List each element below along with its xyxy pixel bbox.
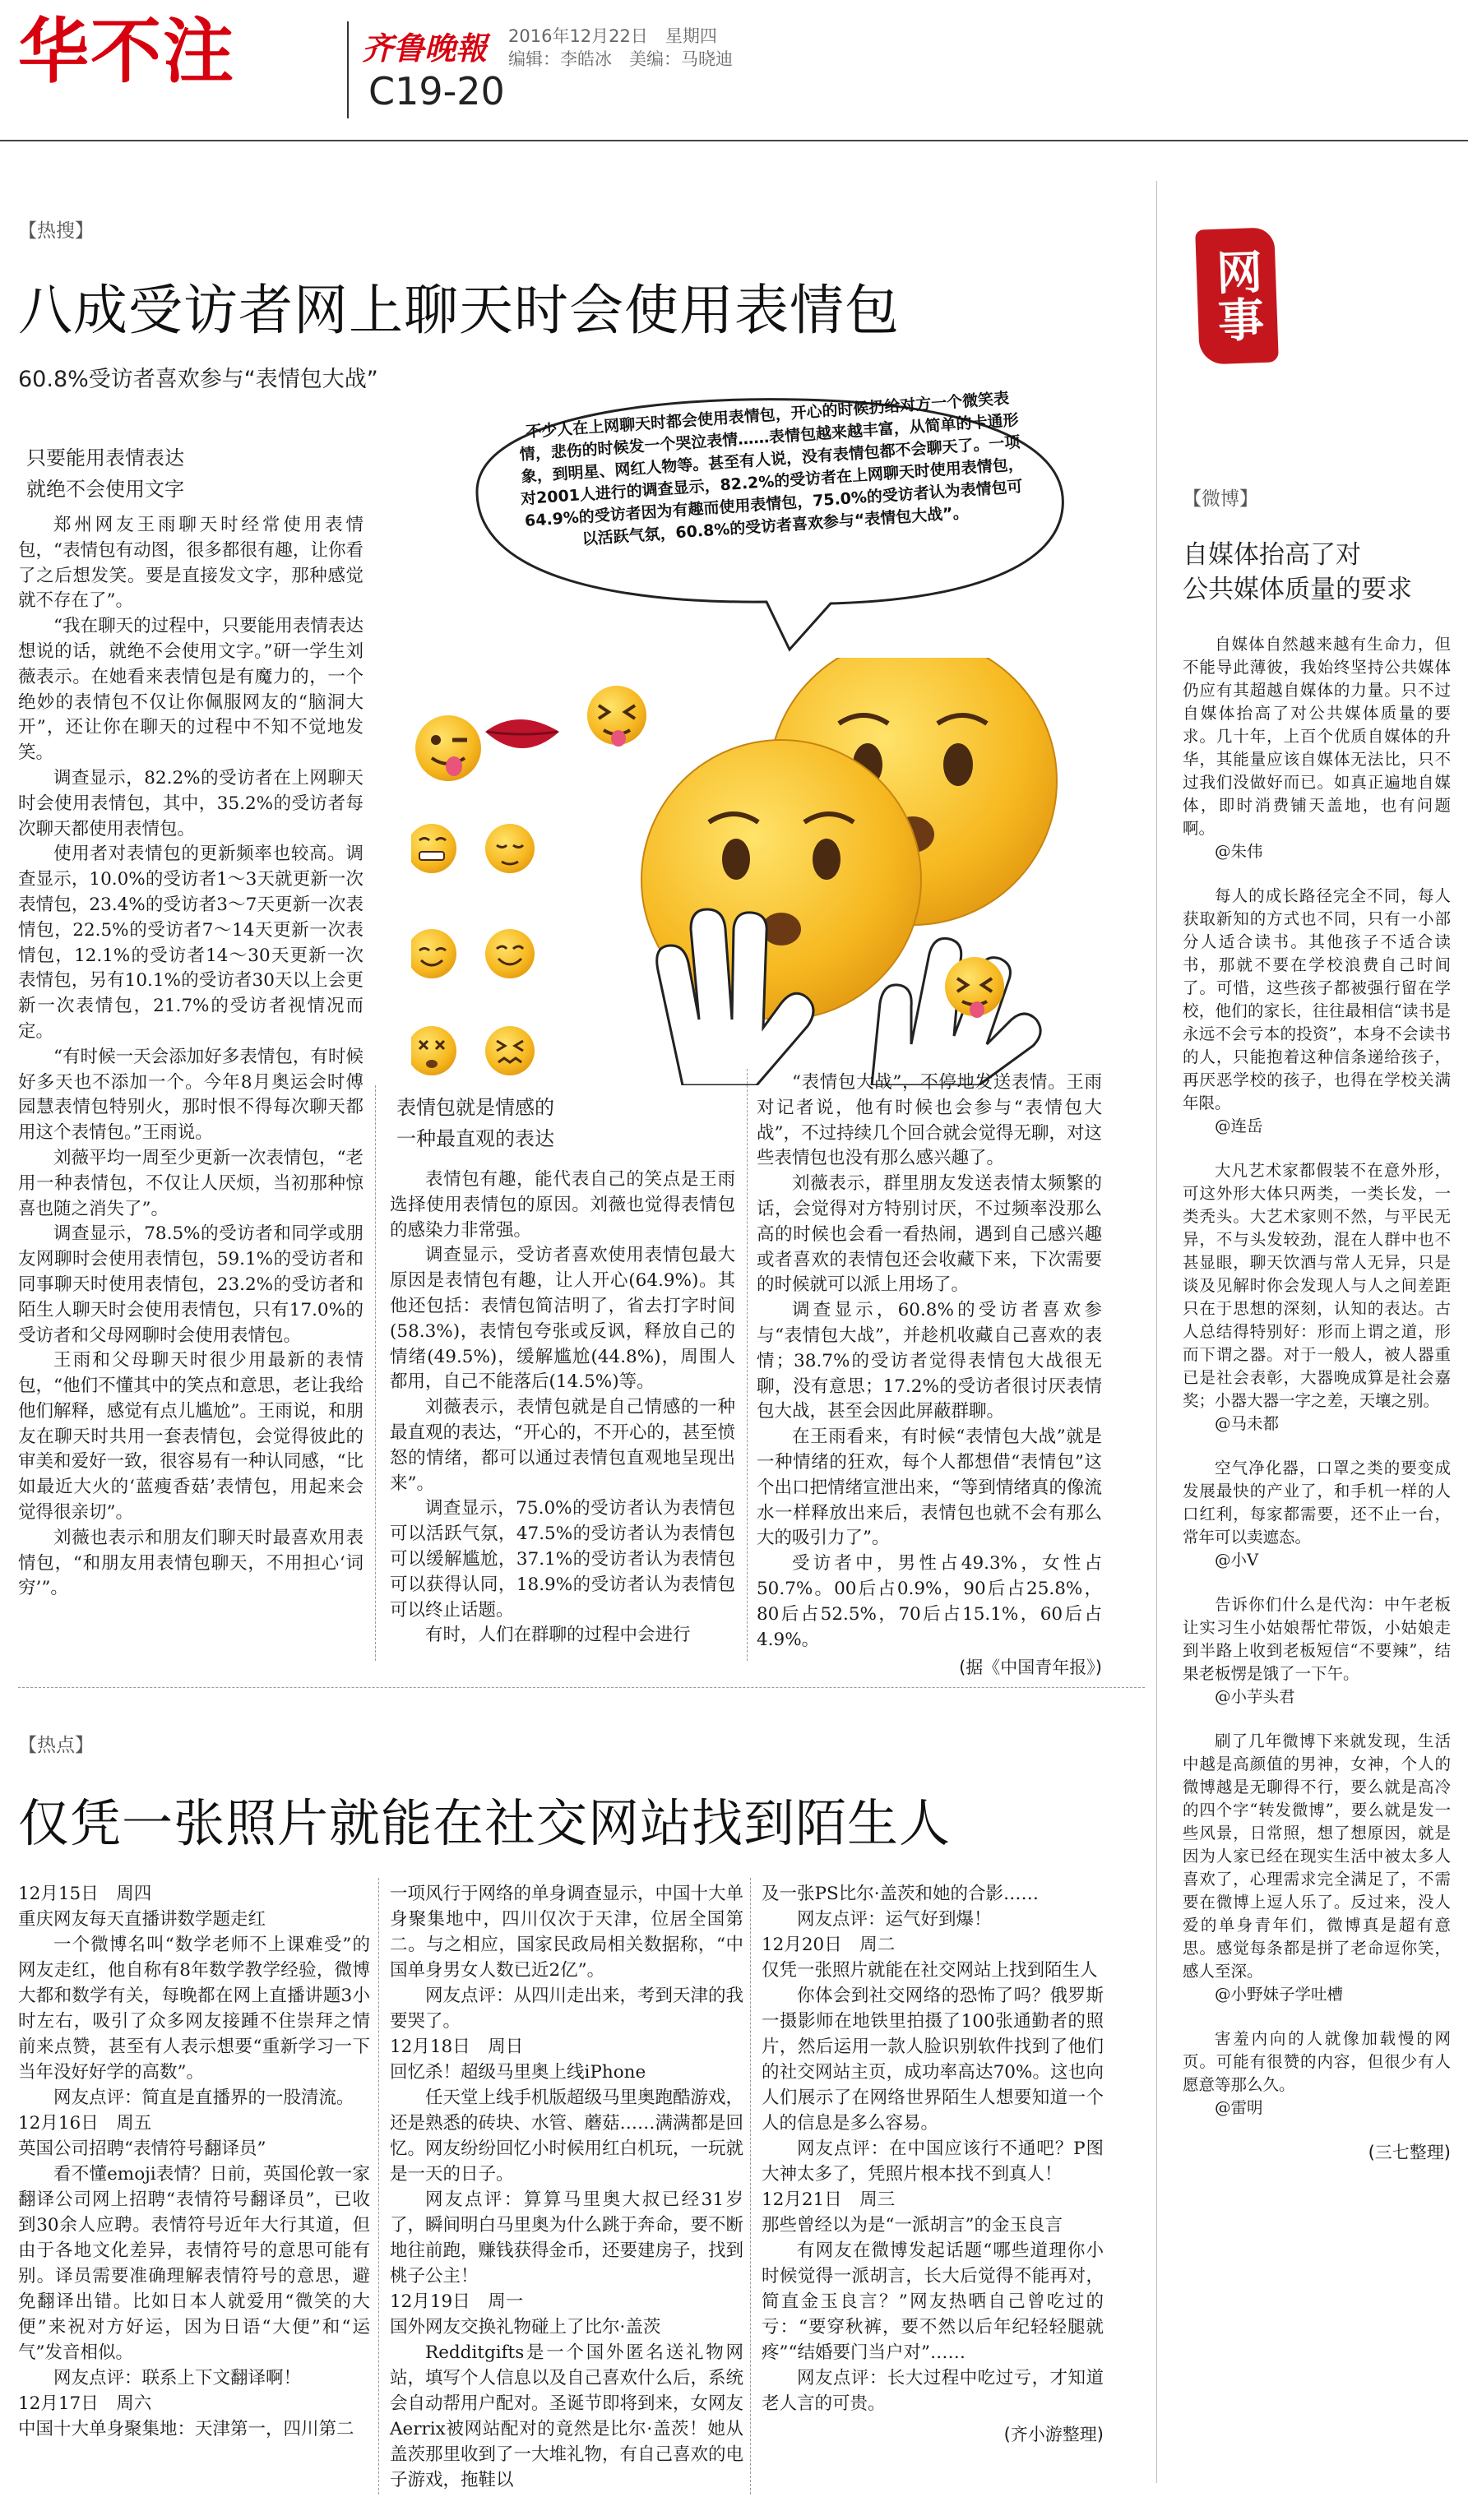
weibo-post [1183,1457,1451,1572]
source-credit: (齐小游整理) [1003,2425,1104,2444]
weibo-post [1183,633,1451,863]
article1-col1-body [18,513,364,1602]
issue-date: 2016年12月22日 星期四 [508,26,717,46]
paragraph: 仅凭一张照片就能在社交网站上找到陌生人 [762,1960,1098,1981]
sidebar-section-tag: 【微博】 [1183,488,1258,510]
paragraph: 调查显示，75.0%的受访者认为表情包可以活跃气氛，47.5%的受访者认为表情包可以缓解尴尬，37.1%的受访者认为表情包可以获得认同，18.9%的受访者认为表情包可以终止话题。 [390,1498,735,1621]
post-author: @连岳 [1215,1117,1263,1135]
paragraph: 一项风行于网络的单身调查显示，中国十大单身聚集地中，四川仅次于天津，位居全国第二。与之相应，国家民政局相关数据称，“中国单身男女人数已近2亿”。 [390,1884,744,1981]
paragraph: 有网友在微博发起话题“哪些道理你小时候觉得一派胡言，长大后觉得不能再对，简直金玉良言？”网友热晒自己曾吃过的亏：“要穿秋裤，要不然以后年纪轻轻腿就疼”“结婚要门当户对”…… [762,2240,1104,2363]
weibo-post [1183,1730,1451,2006]
paragraph: 网友点评：联系上下文翻译啊！ [53,2368,302,2388]
squint-tongue-emoji [587,686,646,747]
article2-col1 [18,1881,370,2442]
paragraph: 刘薇表示，表情包就是自己情感的一种最直观的表达，“开心的，不开心的，甚至愤怒的情绪，都可以通过表情包直观地呈现出来”。 [390,1397,735,1494]
paragraph: 12月15日 周四 [18,1884,152,1904]
post-text: 自媒体自然越来越有生命力，但不能导此薄彼，我始终坚持公共媒体仍应有其超越自媒体的力量。只不过自媒体抬高了对公共媒体质量的要求。几十年，上百个优质自媒体的升华，其能量应该自媒体无法比，只不过我们没做好而已。如真正遍地自媒体，即时消费铺天盖地，也有问题啊。 [1183,635,1451,838]
post-author: @小V [1215,1551,1259,1570]
subhead-1: 只要能用表情表达 就绝不会使用文字 [26,446,184,501]
paragraph: 12月21日 周三 [762,2189,896,2210]
lips-emoji [485,719,559,748]
paragraph: 网友点评：长大过程中吃过亏，才知道老人言的可贵。 [762,2368,1104,2414]
paragraph: 网友点评：从四川走出来，考到天津的我要哭了。 [390,1986,744,2032]
article1-col3 [757,1070,1102,1679]
editors: 编辑：李皓冰 美编：马晓迪 [508,49,733,69]
weibo-post [1183,1593,1451,1709]
paragraph: 刘薇表示，群里朋友发送表情太频繁的话，会觉得对方特别讨厌，不过频率没那么高的时候也会看一看热闹，遇到自己感兴趣或者喜欢的表情包还会收藏下来，下次需要的时候就可以派上用场了。 [757,1173,1102,1296]
sidebar-headline: 自媒体抬高了对 公共媒体质量的要求 [1183,540,1412,604]
weibo-post [1183,1159,1451,1436]
badge-stamp [1195,227,1279,364]
paragraph: 王雨和父母聊天时很少用最新的表情包，“他们不懂其中的笑点和意思，老让我给他们解释，感觉有点儿尴尬”。王雨说，和朋友在聊天时共用一套表情包，会觉得彼此的审美和爱好一致，很容易有一种认同感，“比如最近大火的‘蓝瘦香菇’表情包，用起来会觉得很亲切”。 [18,1350,364,1524]
paragraph: 网友点评：运气好到爆！ [797,1909,992,1930]
paragraph: 任天堂上线手机版超级马里奥跑酷游戏，还是熟悉的砖块、水管、蘑菇……满满都是回忆。网友纷纷回忆小时候用红白机玩，一玩就是一天的日子。 [390,2088,744,2185]
weibo-post [1183,2028,1451,2120]
post-author: @朱伟 [1215,842,1263,861]
paragraph: 网友点评：在中国应该行不通吧？P图大神太多了，凭照片根本找不到真人！ [762,2139,1104,2185]
paragraph: 刘薇平均一周至少更新一次表情包，“老用一种表情包，不仅让人厌烦，当初那种惊喜也随之消失了”。 [18,1147,364,1219]
paragraph: 一个微博名叫“数学老师不上课难受”的网友走红，他自称有8年数学教学经验，微博大都和数学有关，每晚都在网上直播讲题3小时左右，吸引了众多网友接踵不住崇拜之情前来点赞，甚至有人表示想要“重新学习一下当年没好好学的高数”。 [18,1935,370,2083]
confounded-emoji [485,1026,535,1075]
smile-emoji [411,929,456,978]
article1-col2-body [390,1168,735,1648]
section-tag: 【热搜】 [18,220,94,242]
post-text: 空气净化器，口罩之类的要变成发展最快的产业了，和手机一样的人口红利，每家都需要，还不止一台，常年可以卖遮态。 [1183,1459,1451,1547]
paragraph: 12月20日 周二 [762,1935,896,1955]
article2-col2 [390,1881,743,2493]
paragraph: 中国十大单身聚集地：天津第一，四川第二 [18,2419,354,2439]
badge-text: 网事 [1207,247,1267,345]
paragraph: 有时，人们在群聊的过程中会进行 [425,1625,691,1646]
post-text: 大凡艺术家都假装不在意外形，可这外形大体只两类，一类长发，一类秃头。大艺术家则不然，与平民无异，不与头发较劲，混在人群中也不甚显眼，聊天饮酒与常人无异，只是谈及见解时你会发现人与人之间差距只在于思想的深刻，认知的表达。古人总结得特别好：形而上谓之道，形而下谓之器。对于一般人，被人器重已是社会表彰，大器晚成算是社会嘉奖；小器大器一字之差，天壤之别。 [1183,1161,1451,1410]
paragraph: 12月19日 周一 [390,2291,524,2312]
article1-col3-body [757,1070,1102,1653]
paragraph: 受访者中，男性占49.3%，女性占50.7%。00后占0.9%，90后占25.8%，80后占52.5%，70后占15.1%，60后占4.9%。 [757,1553,1102,1650]
weibo-post [1183,885,1451,1138]
section-divider [18,1687,1145,1688]
paragraph: 调查显示，78.5%的受访者和同学或朋友网聊时会使用表情包，59.1%的受访者和同事聊天时使用表情包，23.2%的受访者和陌生人聊天时会使用表情包，只有17.0%的受访者和父母网聊时会使用表情包。 [18,1223,364,1346]
post-text: 每人的成长路径完全不同，每人获取新知的方式也不同，只有一小部分人适合读书。其他孩子不适合读书，那就不要在学校浪费自己时间了。可惜，这些孩子都被强行留在学校，他们的家长，往往最相信“读书是永远不会亏本的投资”，本身不会读书的人，只能抱着这种信条递给孩子，再厌恶学校的孩子，也得在学校关满年限。 [1183,886,1451,1112]
paragraph: 调查显示，受访者喜欢使用表情包最大原因是表情包有趣，让人开心(64.9%)。其他还包括：表情包简洁明了，省去打字时间(58.3%)，表情包夸张或反讽，释放自己的情绪(49.5%)，缓解尴尬(44.8%)，周围人都用，自己不能落后(14.5%)等。 [390,1245,735,1393]
post-text: 害羞内向的人就像加载慢的网页。可能有很赞的内容，但很少有人愿意等那么久。 [1183,2029,1451,2094]
article1-col2 [390,1092,735,1648]
paragraph: 你体会到社交网络的恐怖了吗？俄罗斯一摄影师在地铁里拍摄了100张通勤者的照片，然后运用一款人脸识别软件找到了他们的社交网站主页，成功率高达70%。这也向人们展示了在网络世界陌生人想要知道一个人的信息是多么容易。 [762,1986,1104,2134]
col-divider [375,1085,376,1661]
paragraph: 英国公司招聘“表情符号翻译员” [18,2139,266,2159]
paragraph: 及一张PS比尔·盖茨和她的合影…… [762,1884,1040,1904]
paragraph: 调查显示，82.2%的受访者在上网聊天时会使用表情包，其中，35.2%的受访者每次聊天都使用表情包。 [18,767,364,839]
col-divider [750,1878,751,2495]
col-divider [747,1069,748,1661]
source-credit: (据《中国青年报》) [959,1658,1102,1678]
paragraph: 12月16日 周五 [18,2113,152,2134]
grin-emoji [411,824,456,873]
paragraph: 看不懂emoji表情？日前，英国伦敦一家翻译公司网上招聘“表情符号翻译员”，已收到30余人应聘。表情符号近年大行其道，但由于各地文化差异，表情符号的意思可能有别。译员需要准确理解表情符号的意思，避免翻译出错。比如日本人就爱用“微笑的大便”来祝对方好运，因为日语“大便”和“运气”发音相似。 [18,2164,370,2363]
paper-name: 齐鲁晚報 [362,30,488,67]
wink-tongue-emoji [415,715,481,781]
post-text: 刷了几年微博下来就发现，生活中越是高颜值的男神，女神，个人的微博越是无聊得不行，要么就是高冷的四个字“转发微博”，要么就是发一些风景，日常照，想了想原因，就是因为人家已经在现实生活中被太多人喜欢了，心理需求完全满足了，不需要在微博上逗人乐了。反过来，没人爱的单身青年们，微博真是超有意思。感觉每条都是拼了老命逗你笑，感人至深。 [1183,1732,1451,1981]
paragraph: 那些曾经以为是“一派胡言”的金玉良言 [762,2215,1063,2236]
emoji-illustration [411,658,1086,1085]
sidebar-source: (三七整理) [1368,2143,1451,2162]
paragraph: 网友点评：算算马里奥大叔已经31岁了，瞬间明白马里奥为什么跳于奔命，要不断地往前跑，赚钱获得金币，还要建房子，找到桃子公主！ [390,2189,744,2286]
paragraph: 国外网友交换礼物碰上了比尔·盖茨 [390,2317,661,2337]
headline: 八成受访者网上聊天时会使用表情包 [18,279,900,342]
post-author: @雷明 [1215,2098,1263,2117]
paragraph: 12月17日 周六 [18,2393,152,2414]
article1-col1 [18,442,364,1602]
paragraph: 回忆杀！超级马里奥上线iPhone [390,2062,646,2083]
paragraph: 表情包有趣，能代表自己的笑点是王雨选择使用表情包的原因。刘薇也觉得表情包的感染力非常强。 [390,1169,735,1241]
paragraph: 郑州网友王雨聊天时经常使用表情包，“表情包有动图，很多都很有趣，让你看了之后想发笑。要是直接发文字，那种感觉就不存在了”。 [18,515,364,612]
paragraph: 重庆网友每天直播讲数学题走红 [18,1909,266,1930]
col-divider [378,1878,379,2495]
subheadline: 60.8%受访者喜欢参与“表情包大战” [18,367,378,392]
post-author: @小野妹子学吐槽 [1215,1985,1344,2004]
relieved-emoji [485,824,535,873]
subhead-2: 表情包就是情感的 一种最直观的表达 [396,1096,554,1150]
post-author: @小芋头君 [1215,1687,1295,1706]
headline: 仅凭一张照片就能在社交网站找到陌生人 [18,1793,952,1853]
dizzy-emoji [411,1026,456,1075]
masthead-rule [0,140,1468,141]
sidebar-divider [1156,181,1157,2483]
sidebar-posts [1183,633,1451,2164]
paragraph: “表情包大战”，不停地发送表情。王雨对记者说，他有时候也会参与“表情包大战”，不过持续几个回合就会觉得无聊，对这些表情包也没有那么感兴趣了。 [757,1072,1102,1169]
paragraph: 网友点评：简直是直播界的一股清流。 [53,2088,354,2108]
paragraph: Redditgifts是一个国外匿名送礼物网站，填写个人信息以及自己喜欢什么后，系统会自动帮用户配对。圣诞节即将到来，女网友Aerrix被网站配对的竟然是比尔·盖茨！她从盖茨那里收到了一大堆礼物，有自己喜欢的电子游戏，拖鞋以 [390,2342,744,2490]
paragraph: 12月18日 周日 [390,2037,524,2057]
paragraph: 刘薇也表示和朋友们聊天时最喜欢用表情包，“和朋友用表情包聊天，不用担心‘词穷’”。 [18,1527,364,1599]
happy-emoji [485,929,535,978]
section-tag: 【热点】 [18,1735,94,1756]
masthead-divider [347,21,349,118]
paragraph: 使用者对表情包的更新频率也较高。调查显示，10.0%的受访者1～3天就更新一次表情包，23.4%的受访者3～7天更新一次表情包，22.5%的受访者7～14天更新一次表情包，12.1%的受访者14～30天更新一次表情包，另有10.1%的受访者30天以上会更新一次表情包，21.7%的受访者视情况而定。 [18,844,364,1042]
bubble-text: 不少人在上网聊天时都会使用表情包，开心的时候扔给对方一个微笑表情，悲伤的时候发一个哭泣表情……表情包越来越丰富，从简单的卡通形象，到明星、网红人物等。甚至有人说，没有表情包都不会聊天了。一项对2001人进行的调查显示，82.2%的受访者在上网聊天时使用表情包，64.9%的受访者因为有趣而使用表情包，75.0%的受访者认为表情包可以活跃气氛，60.8%的受访者喜欢参与“表情包大战”。 [519,389,1025,549]
paragraph: 在王雨看来，有时候“表情包大战”就是一种情绪的狂欢，每个人都想借“表情包”这个出口把情绪宣泄出来，“等到情绪真的像流水一样释放出来后，表情包也就不会有那么大的吸引力了”。 [757,1426,1102,1549]
article2-col3 [762,1881,1104,2446]
post-text: 告诉你们什么是代沟：中午老板让实习生小姑娘帮忙带饭，小姑娘走到半路上收到老板短信“不要辣”，结果老板愣是饿了一下午。 [1183,1595,1451,1683]
paragraph: 调查显示，60.8%的受访者喜欢参与“表情包大战”，并趁机收藏自己喜欢的表情；38.7%的受访者觉得表情包大战很无聊，没有意思；17.2%的受访者很讨厌表情包大战，甚至会因此屏蔽群聊。 [757,1300,1102,1422]
paragraph: “有时候一天会添加好多表情包，有时候好多天也不添加一个。今年8月奥运会时傅园慧表情包特别火，那时恨不得每次聊天都用这个表情包。”王雨说。 [18,1046,364,1144]
post-author: @马未都 [1215,1414,1280,1433]
paragraph: “我在聊天的过程中，只要能用表情表达想说的话，就绝不会使用文字。”研一学生刘薇表示。在她看来表情包是有魔力的，一个绝妙的表情包不仅让你佩服网友的“脑洞大开”，还让你在聊天的过程中不知不觉地发笑。 [18,616,364,764]
column-title: 华不注 [18,11,235,93]
page-number: C19-20 [368,69,505,113]
